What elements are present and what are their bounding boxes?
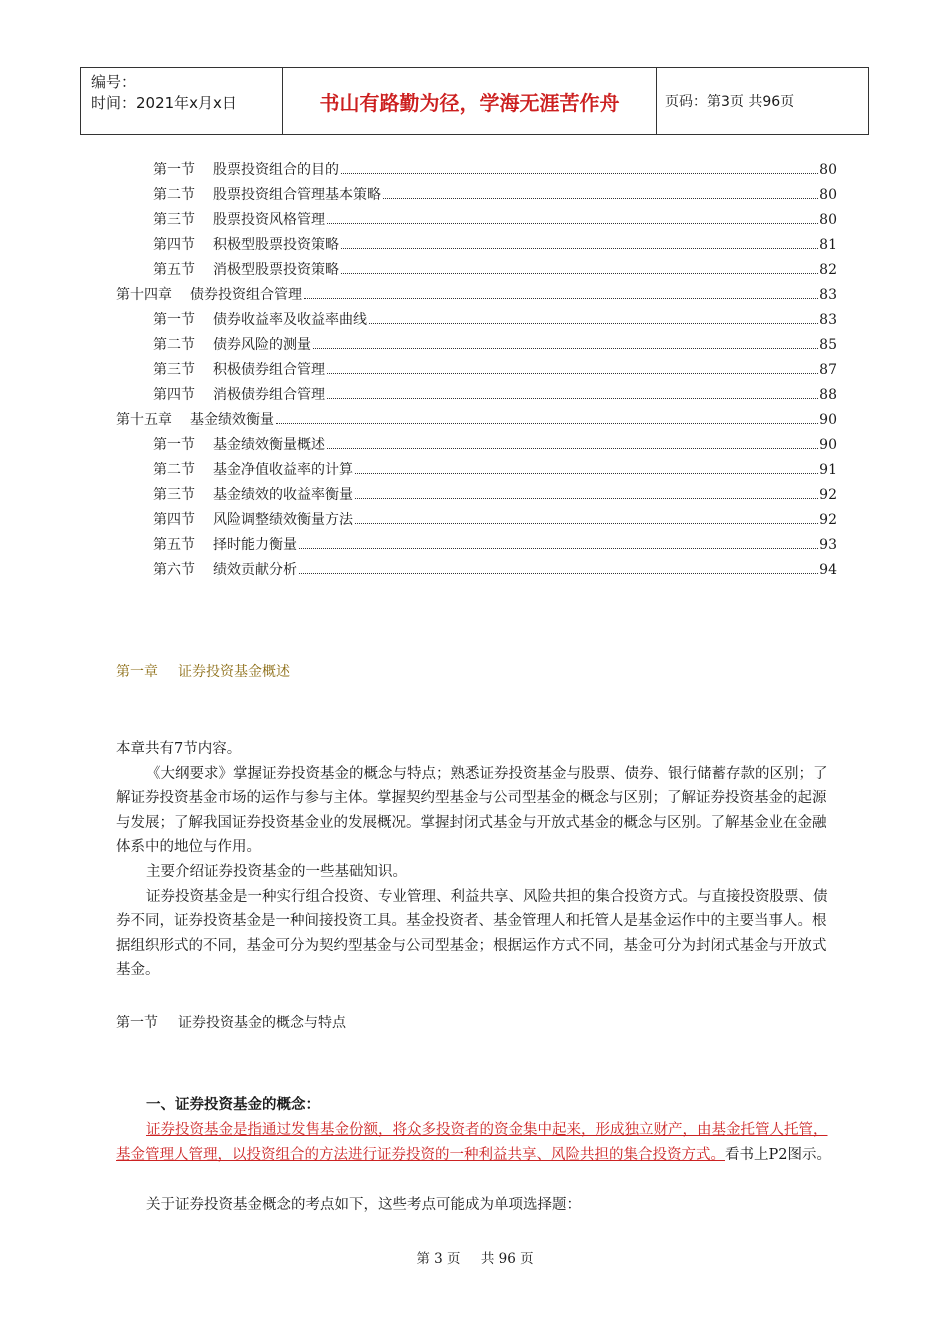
toc-entry-number: 第三节 — [153, 362, 195, 378]
toc-dot-leader — [299, 573, 818, 574]
toc-entry-page: 83 — [819, 312, 837, 328]
toc-entry-title: 债券收益率及收益率曲线 — [213, 312, 367, 328]
toc-entry-page: 80 — [819, 187, 837, 203]
toc-entry-number: 第六节 — [153, 562, 195, 578]
toc-entry-label — [153, 258, 339, 283]
toc-entry-page: 90 — [819, 437, 837, 453]
toc-entry-page: 80 — [819, 162, 837, 178]
toc-entry-title: 消极债券组合管理 — [213, 387, 325, 403]
toc-entry-label — [153, 208, 325, 233]
toc-dot-leader — [313, 348, 818, 349]
toc-dot-leader — [327, 373, 818, 374]
toc-section-entry[interactable] — [116, 308, 837, 333]
toc-dot-leader — [369, 323, 818, 324]
footer-mid: 页 — [447, 1251, 461, 1267]
time-label: 时间：2021年x月x日 — [91, 94, 237, 112]
toc-entry-label — [153, 508, 353, 533]
toc-entry-number: 第二节 — [153, 187, 195, 203]
exam-note: 关于证券投资基金概念的考点如下，这些考点可能成为单项选择题： — [146, 1197, 581, 1213]
concept-suffix: 看书上P2图示。 — [725, 1146, 831, 1163]
toc-entry-page: 91 — [819, 462, 837, 478]
toc-section-entry[interactable] — [116, 183, 837, 208]
chapter-name: 证券投资基金概述 — [178, 664, 290, 680]
toc-section-entry[interactable] — [116, 158, 837, 183]
footer-total-label: 共 — [480, 1251, 495, 1267]
toc-entry-title: 风险调整绩效衡量方法 — [213, 512, 353, 528]
chapter-title — [116, 661, 290, 681]
toc-entry-page: 92 — [819, 487, 837, 503]
intro-line: 本章共有7节内容。 — [116, 741, 242, 757]
toc-entry-title: 基金绩效衡量概述 — [213, 437, 325, 453]
toc-entry-title: 基金净值收益率的计算 — [213, 462, 353, 478]
summary-paragraph: 主要介绍证券投资基金的一些基础知识。 — [146, 863, 407, 880]
toc-entry-page: 87 — [819, 362, 837, 378]
toc-entry-number: 第一节 — [153, 162, 195, 178]
section-title — [116, 1012, 346, 1032]
toc-dot-leader — [341, 273, 818, 274]
header-motto: 书山有路勤为径，学海无涯苦作舟 — [283, 68, 657, 134]
toc-entry-number: 第五节 — [153, 537, 195, 553]
toc-dot-leader — [341, 248, 818, 249]
toc-entry-page: 88 — [819, 387, 837, 403]
section-name: 证券投资基金的概念与特点 — [178, 1015, 346, 1031]
toc-entry-number: 第四节 — [153, 387, 195, 403]
toc-entry-title: 债券风险的测量 — [213, 337, 311, 353]
toc-section-entry[interactable] — [116, 458, 837, 483]
toc-dot-leader — [383, 198, 818, 199]
toc-dot-leader — [327, 398, 818, 399]
page-header — [80, 67, 869, 135]
toc-dot-leader — [355, 473, 818, 474]
table-of-contents — [116, 158, 837, 583]
toc-entry-title: 股票投资组合管理基本策略 — [213, 187, 381, 203]
toc-entry-title: 消极型股票投资策略 — [213, 262, 339, 278]
footer-prefix: 第 — [416, 1251, 430, 1267]
toc-entry-label — [153, 458, 353, 483]
toc-entry-title: 基金绩效的收益率衡量 — [213, 487, 353, 503]
toc-entry-number: 第十四章 — [116, 287, 172, 303]
toc-section-entry[interactable] — [116, 508, 837, 533]
chapter-intro — [116, 737, 838, 983]
toc-chapter-entry[interactable] — [116, 283, 837, 308]
toc-entry-title: 股票投资风格管理 — [213, 212, 325, 228]
toc-entry-title: 绩效贡献分析 — [213, 562, 297, 578]
header-page-info: 页码：第3页 共96页 — [665, 94, 795, 110]
toc-dot-leader — [327, 448, 818, 449]
toc-entry-label — [116, 283, 302, 308]
toc-section-entry[interactable] — [116, 208, 837, 233]
toc-entry-number: 第五节 — [153, 262, 195, 278]
toc-dot-leader — [355, 498, 818, 499]
toc-entry-title: 积极型股票投资策略 — [213, 237, 339, 253]
toc-entry-number: 第四节 — [153, 512, 195, 528]
toc-section-entry[interactable] — [116, 483, 837, 508]
toc-entry-number: 第二节 — [153, 462, 195, 478]
toc-entry-label — [153, 483, 353, 508]
toc-entry-number: 第一节 — [153, 312, 195, 328]
concept-paragraph — [116, 1118, 838, 1167]
toc-dot-leader — [276, 423, 818, 424]
toc-section-entry[interactable] — [116, 533, 837, 558]
toc-entry-title: 择时能力衡量 — [213, 537, 297, 553]
toc-dot-leader — [304, 298, 818, 299]
toc-entry-title: 债券投资组合管理 — [190, 287, 302, 303]
toc-entry-page: 81 — [819, 237, 837, 253]
toc-section-entry[interactable] — [116, 333, 837, 358]
toc-entry-number: 第二节 — [153, 337, 195, 353]
header-meta — [81, 68, 283, 134]
toc-entry-label — [116, 408, 274, 433]
toc-entry-label — [153, 183, 381, 208]
toc-entry-number: 第四节 — [153, 237, 195, 253]
toc-entry-title: 基金绩效衡量 — [190, 412, 274, 428]
toc-section-entry[interactable] — [116, 433, 837, 458]
toc-section-entry[interactable] — [116, 233, 837, 258]
toc-entry-label — [153, 233, 339, 258]
chapter-number: 第一章 — [116, 664, 158, 680]
toc-section-entry[interactable] — [116, 258, 837, 283]
number-label: 编号： — [91, 73, 137, 91]
section-number: 第一节 — [116, 1015, 158, 1031]
toc-entry-page: 83 — [819, 287, 837, 303]
toc-entry-label — [153, 433, 325, 458]
toc-entry-page: 82 — [819, 262, 837, 278]
toc-entry-title: 积极债券组合管理 — [213, 362, 325, 378]
toc-entry-number: 第三节 — [153, 487, 195, 503]
toc-section-entry[interactable] — [116, 358, 837, 383]
toc-section-entry[interactable] — [116, 383, 837, 408]
toc-entry-page: 90 — [819, 412, 837, 428]
toc-entry-label — [153, 308, 367, 333]
toc-entry-page: 93 — [819, 537, 837, 553]
toc-entry-number: 第一节 — [153, 437, 195, 453]
toc-entry-page: 80 — [819, 212, 837, 228]
toc-dot-leader — [299, 548, 818, 549]
toc-entry-label — [153, 158, 339, 183]
toc-entry-number: 第三节 — [153, 212, 195, 228]
toc-entry-label — [153, 383, 325, 408]
toc-entry-title: 股票投资组合的目的 — [213, 162, 339, 178]
footer-page: 3 — [434, 1251, 443, 1267]
toc-entry-label — [153, 333, 311, 358]
page-footer — [0, 1247, 950, 1267]
toc-entry-label — [153, 558, 297, 583]
toc-dot-leader — [341, 173, 818, 174]
overview-paragraph: 证券投资基金是一种实行组合投资、专业管理、利益共享、风险共担的集合投资方式。与直接投资股票、债券不同，证券投资基金是一种间接投资工具。基金投资者、基金管理人和托管人是基金运作中的主要当事人。根据组织形式的不同，基金可分为契约型基金与公司型基金；根据运作方式不同，基金可分为封闭式基金与开放式基金。 — [116, 888, 828, 979]
toc-dot-leader — [327, 223, 818, 224]
toc-dot-leader — [355, 523, 818, 524]
toc-entry-page: 85 — [819, 337, 837, 353]
toc-section-entry[interactable] — [116, 558, 837, 583]
toc-entry-page: 92 — [819, 512, 837, 528]
footer-suffix: 页 — [520, 1251, 534, 1267]
toc-entry-number: 第十五章 — [116, 412, 172, 428]
toc-entry-label — [153, 533, 297, 558]
toc-entry-label — [153, 358, 325, 383]
concept-heading: 一、证券投资基金的概念： — [146, 1097, 320, 1113]
toc-chapter-entry[interactable] — [116, 408, 837, 433]
syllabus-paragraph: 《大纲要求》掌握证券投资基金的概念与特点；熟悉证券投资基金与股票、债券、银行储蓄存款的区别；了解证券投资基金市场的运作与参与主体。掌握契约型基金与公司型基金的概念与区别；了解证券投资基金的起源与发展；了解我国证券投资基金业的发展概况。掌握封闭式基金与开放式基金的概念与区别。了解基金业在金融体系中的地位与作用。 — [116, 765, 828, 856]
toc-entry-page: 94 — [819, 562, 837, 578]
footer-total: 96 — [498, 1251, 516, 1267]
concept-definition: 证券投资基金是指通过发售基金份额，将众多投资者的资金集中起来，形成独立财产，由基金托管人托管，基金管理人管理，以投资组合的方法进行证券投资的一种利益共享、风险共担的集合投资方式。 — [116, 1122, 828, 1163]
